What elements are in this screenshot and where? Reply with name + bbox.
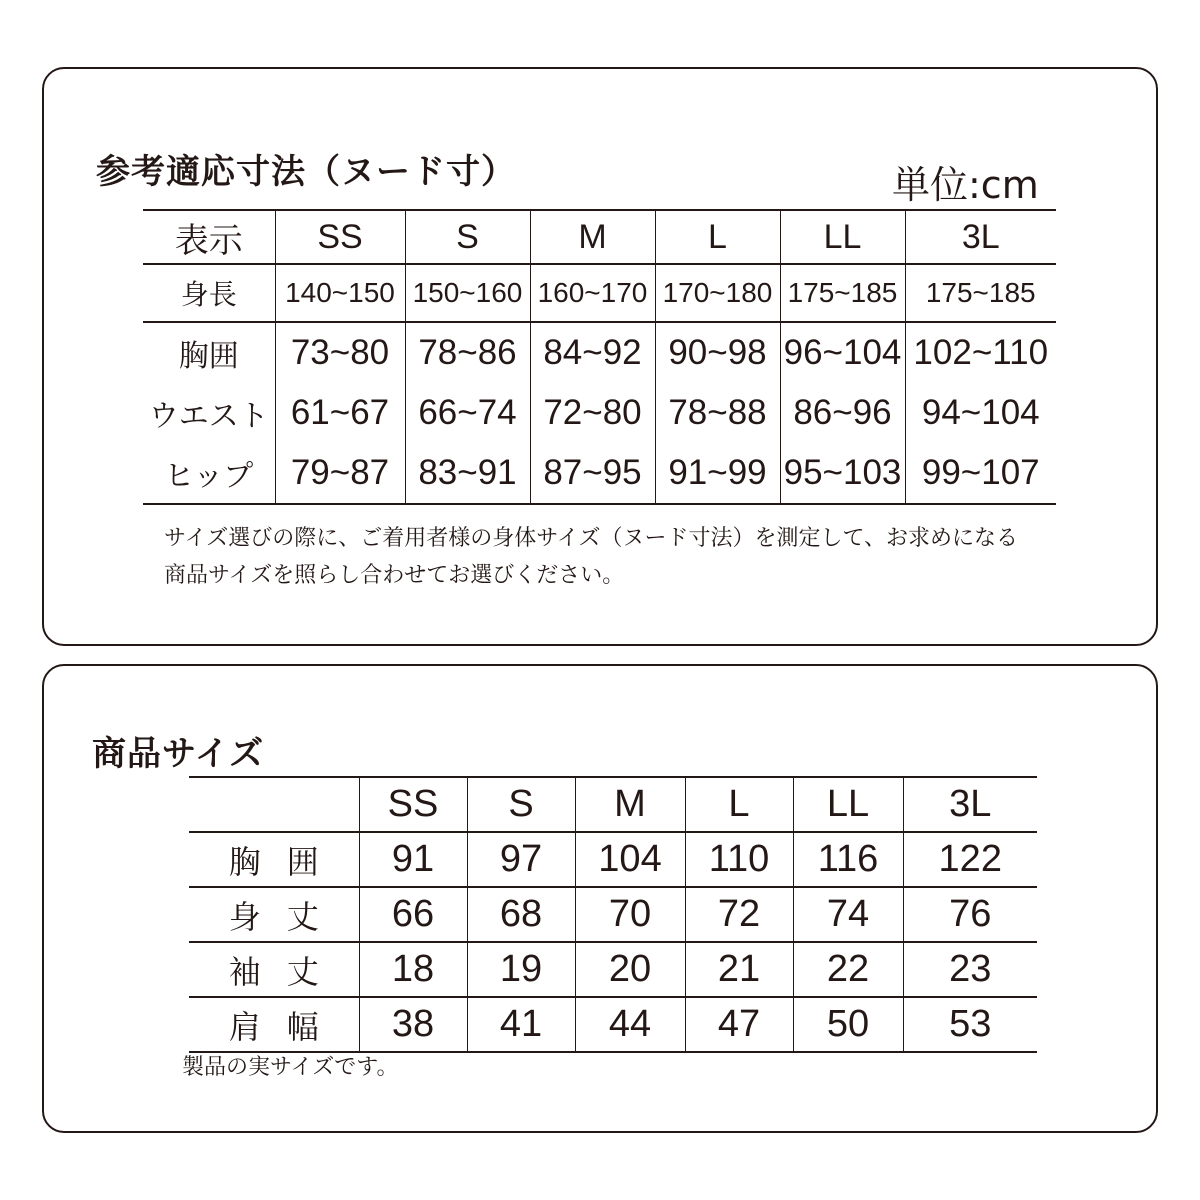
- value-cell: 70: [575, 887, 685, 942]
- note-line: 商品サイズを照らし合わせてお選びください。: [164, 563, 625, 588]
- value-cell: 66~74: [405, 383, 530, 443]
- value-cell: 140~150: [275, 264, 405, 322]
- value-cell: 84~92: [530, 322, 655, 383]
- reference-size-title: 参考適応寸法（ヌード寸）: [96, 152, 516, 192]
- value-cell: 83~91: [405, 443, 530, 504]
- value-cell: 91: [359, 832, 467, 887]
- size-header-cell: 3L: [903, 777, 1037, 832]
- size-header-cell: SS: [359, 777, 467, 832]
- value-cell: 21: [685, 942, 793, 997]
- value-cell: 175~185: [780, 264, 905, 322]
- value-cell: 73~80: [275, 322, 405, 383]
- value-cell: 104: [575, 832, 685, 887]
- row-label: ウエスト: [148, 399, 269, 434]
- value-cell: 116: [793, 832, 903, 887]
- value-cell: 102~110: [905, 322, 1056, 383]
- value-cell: 44: [575, 997, 685, 1052]
- size-header-cell: SS: [275, 210, 405, 264]
- row-label: 袖丈: [189, 942, 359, 997]
- value-cell: 76: [903, 887, 1037, 942]
- size-header-row: [143, 210, 1056, 264]
- value-cell: 53: [903, 997, 1037, 1052]
- reference-size-panel: [42, 67, 1158, 646]
- row-label: 胸囲: [189, 832, 359, 887]
- size-header-cell: L: [685, 777, 793, 832]
- reference-note: [164, 520, 1018, 594]
- table-row: [189, 832, 1037, 887]
- product-size-panel: [42, 664, 1158, 1133]
- value-cell: 94~104: [905, 383, 1056, 443]
- size-header-cell: LL: [793, 777, 903, 832]
- value-cell: 38: [359, 997, 467, 1052]
- row-label: 身長: [143, 264, 275, 322]
- row-label: 身丈: [189, 887, 359, 942]
- size-header-cell: M: [530, 210, 655, 264]
- size-header-cell: LL: [780, 210, 905, 264]
- row-label: 肩幅: [189, 997, 359, 1052]
- value-cell: 22: [793, 942, 903, 997]
- empty-header-cell: [189, 777, 359, 832]
- size-header-row: [189, 777, 1037, 832]
- value-cell: 47: [685, 997, 793, 1052]
- value-cell: 72: [685, 887, 793, 942]
- value-cell: 68: [467, 887, 575, 942]
- table-row: [143, 443, 1056, 504]
- value-cell: 91~99: [655, 443, 780, 504]
- value-cell: 122: [903, 832, 1037, 887]
- table-row: [189, 942, 1037, 997]
- value-cell: 86~96: [780, 383, 905, 443]
- value-cell: 61~67: [275, 383, 405, 443]
- value-cell: 19: [467, 942, 575, 997]
- value-cell: 170~180: [655, 264, 780, 322]
- row-label: 胸囲: [178, 339, 239, 374]
- table-row: [143, 322, 1056, 383]
- value-cell: 99~107: [905, 443, 1056, 504]
- value-cell: 72~80: [530, 383, 655, 443]
- value-cell: 96~104: [780, 322, 905, 383]
- value-cell: 66: [359, 887, 467, 942]
- value-cell: 78~86: [405, 322, 530, 383]
- table-row: [143, 383, 1056, 443]
- value-cell: 97: [467, 832, 575, 887]
- value-cell: 41: [467, 997, 575, 1052]
- value-cell: 74: [793, 887, 903, 942]
- value-cell: 20: [575, 942, 685, 997]
- value-cell: 50: [793, 997, 903, 1052]
- table-row: [189, 887, 1037, 942]
- value-cell: 79~87: [275, 443, 405, 504]
- value-cell: 95~103: [780, 443, 905, 504]
- value-cell: 87~95: [530, 443, 655, 504]
- product-size-table: [189, 776, 1037, 1053]
- size-header-cell: S: [405, 210, 530, 264]
- value-cell: 175~185: [905, 264, 1056, 322]
- value-cell: 150~160: [405, 264, 530, 322]
- height-row: [143, 264, 1056, 322]
- value-cell: 78~88: [655, 383, 780, 443]
- table-row: [189, 997, 1037, 1052]
- unit-label: 単位:cm: [892, 163, 1039, 207]
- product-size-title: 商品サイズ: [92, 734, 265, 774]
- row-label: ヒップ: [143, 443, 275, 504]
- header-label-cell: 表示: [143, 210, 275, 264]
- value-cell: 110: [685, 832, 793, 887]
- product-note: 製品の実サイズです。: [182, 1055, 399, 1080]
- value-cell: 90~98: [655, 322, 780, 383]
- size-header-cell: L: [655, 210, 780, 264]
- size-header-cell: 3L: [905, 210, 1056, 264]
- note-line: サイズ選びの際に、ご着用者様の身体サイズ（ヌード寸法）を測定して、お求めになる: [164, 526, 1019, 551]
- size-header-cell: S: [467, 777, 575, 832]
- value-cell: 18: [359, 942, 467, 997]
- size-header-cell: M: [575, 777, 685, 832]
- reference-size-table: [143, 209, 1056, 505]
- value-cell: 160~170: [530, 264, 655, 322]
- value-cell: 23: [903, 942, 1037, 997]
